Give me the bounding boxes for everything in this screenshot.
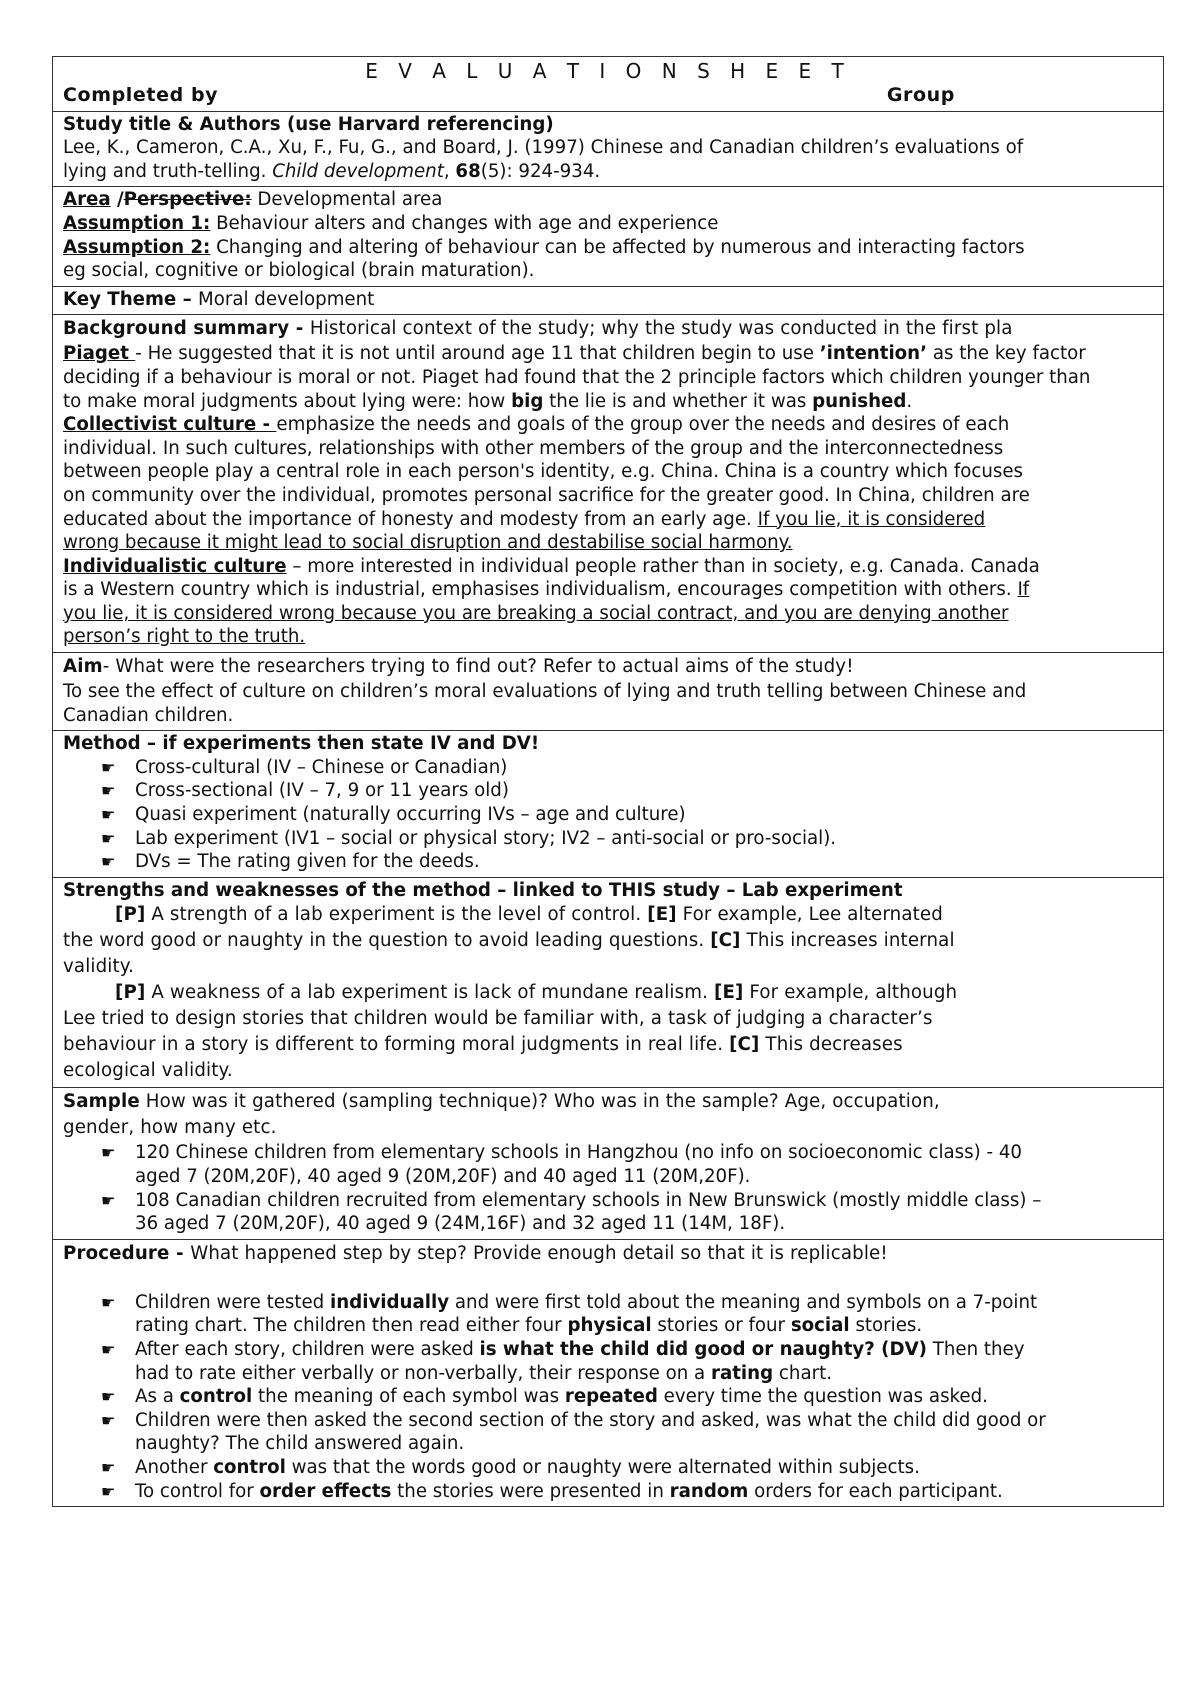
piaget-text: - He suggested that it is not until around age 11 that children begin to use [135, 343, 820, 365]
method-item-text: Cross-cultural (IV – Chinese or Canadian) [135, 756, 508, 778]
aim-section [53, 652, 1163, 730]
aim-label: Aim [63, 656, 103, 678]
method-heading: Method – if experiments then state IV and DV! [63, 733, 540, 755]
hand-pointing-icon: ☛ [101, 1292, 116, 1312]
list-item [63, 1480, 1153, 1504]
procedure-text: Children were then asked the second section of the story and asked, was what the child did good or [135, 1409, 1046, 1431]
area-section [53, 186, 1163, 285]
method-item-text: Quasi experiment (naturally occurring IVs – age and culture) [135, 804, 686, 826]
key-theme-label: Key Theme – [63, 288, 199, 310]
key-theme-value: Moral development [198, 288, 375, 310]
citation-line-1: Lee, K., Cameron, C.A., Xu, F., Fu, G., and Board, J. (1997) Chinese and Canadian children’s evaluations of [63, 137, 1024, 159]
procedure-bold: individually [330, 1291, 450, 1313]
individualistic-line-2: is a Western country which is industrial, emphasises individualism, encourages competition with others. [63, 579, 1018, 601]
method-item-text: Cross-sectional (IV – 7, 9 or 11 years old) [135, 780, 509, 802]
piaget-label: Piaget [63, 343, 136, 365]
evaluation-sheet [52, 56, 1164, 1507]
punished-term: punished [812, 390, 907, 412]
weakness-line-3: behaviour in a story is different to forming moral judgments in real life. [63, 1034, 730, 1056]
strength-text: A strength of a lab experiment is the level of control. [145, 904, 648, 926]
procedure-prompt: What happened step by step? Provide enough detail so that it is replicable! [190, 1242, 888, 1264]
piaget-line-2: deciding if a behaviour is moral or not. Piaget had found that the 2 principle factors which children younger than [63, 366, 1091, 388]
citation-title: lying and truth-telling. [63, 160, 273, 182]
area-slash: / [110, 189, 124, 211]
hand-pointing-icon: ☛ [101, 781, 116, 801]
collectivist-underlined: If you lie, it is considered [757, 508, 986, 530]
piaget-line-3c: . [906, 390, 913, 412]
sample-list [63, 1141, 1153, 1235]
completed-by-label: Completed by [63, 84, 219, 106]
hand-pointing-icon: ☛ [101, 828, 116, 848]
procedure-text: naughty? The child answered again. [135, 1433, 465, 1455]
collectivist-underlined-2: wrong because it might lead to social disruption and destabilise social harmony. [63, 532, 793, 554]
sw-heading: Strengths and weaknesses of the method – linked to THIS study – Lab experiment [63, 879, 903, 901]
background-prompt: Historical context of the study; why the study was conducted in the first pla [309, 318, 1013, 340]
strength-line-3: validity. [63, 956, 135, 978]
sample-item-text: 108 Canadian children recruited from elementary schools in New Brunswick (mostly middle class) – [135, 1189, 1042, 1211]
intention-term: ’intention’ [819, 343, 928, 365]
procedure-bold: order effects [259, 1480, 392, 1502]
procedure-text: Then they [926, 1338, 1025, 1360]
hand-pointing-icon: ☛ [101, 1143, 116, 1163]
list-item [63, 1409, 1153, 1456]
collectivist-label: Collectivist culture - [63, 414, 277, 436]
area-label: Area [63, 189, 111, 211]
assumption-1-label: Assumption 1: [63, 212, 211, 234]
sheet-title: E V A L U A T I O N S H E E T [365, 59, 851, 83]
procedure-text: had to rate either verbally or non-verbally, their response on a [135, 1362, 711, 1384]
procedure-text: As a [135, 1386, 180, 1408]
sample-section [53, 1087, 1163, 1238]
procedure-bold: social [790, 1315, 850, 1337]
procedure-section [53, 1239, 1163, 1506]
comment-marker: [C] [710, 930, 741, 952]
list-item [63, 850, 1153, 874]
assumption-2-line-2: eg social, cognitive or biological (brain maturation). [63, 260, 535, 282]
procedure-text: the meaning of each symbol was [252, 1386, 565, 1408]
citation-sep: , [443, 160, 456, 182]
aim-text-2: Canadian children. [63, 704, 234, 726]
piaget-line-3b: the lie is and whether it was [543, 390, 813, 412]
procedure-text: and were first told about the meaning and symbols on a 7-point [449, 1291, 1038, 1313]
procedure-bold: rating [711, 1362, 774, 1384]
point-marker: [P] [115, 982, 146, 1004]
collectivist-line-3: between people play a central role in each person's identity, e.g. China. China is a country which focuses [63, 461, 1024, 483]
strength-evidence: For example, Lee alternated [676, 904, 943, 926]
procedure-bold: control [179, 1386, 253, 1408]
individualistic-text: – more interested in individual people rather than in society, e.g. Canada. Canada [286, 555, 1040, 577]
perspective-label: Perspective: [123, 189, 252, 211]
big-term: big [511, 390, 544, 412]
procedure-text: every time the question was asked. [657, 1386, 988, 1408]
procedure-text: Children were tested [135, 1291, 331, 1313]
list-item [63, 1189, 1153, 1236]
method-item-text: DVs = The rating given for the deeds. [135, 851, 480, 873]
procedure-bold: repeated [564, 1386, 658, 1408]
procedure-bold: control [213, 1456, 286, 1478]
aim-prompt: - What were the researchers trying to find out? Refer to actual aims of the study! [102, 656, 854, 678]
hand-pointing-icon: ☛ [101, 1190, 116, 1210]
hand-pointing-icon: ☛ [101, 1387, 116, 1407]
key-theme-section [53, 286, 1163, 315]
assumption-2-label: Assumption 2: [63, 236, 211, 258]
study-section [53, 111, 1163, 187]
assumption-1-text: Behaviour alters and changes with age and experience [210, 212, 719, 234]
method-list [63, 756, 1153, 874]
procedure-text: stories. [849, 1315, 923, 1337]
sheet-header [53, 57, 1163, 111]
hand-pointing-icon: ☛ [101, 852, 116, 872]
weakness-line-4: ecological validity. [63, 1060, 233, 1082]
list-item [63, 1338, 1153, 1385]
citation-journal: Child development [272, 160, 444, 182]
method-section [53, 730, 1163, 877]
procedure-text: the stories were presented in [391, 1480, 670, 1502]
procedure-bold: is what the child did good or naughty? (DV) [479, 1338, 927, 1360]
sample-prompt-2: gender, how many etc. [63, 1117, 277, 1139]
strength-comment: This increases internal [740, 930, 955, 952]
assumption-2-text: Changing and altering of behaviour can be affected by numerous and interacting factors [210, 236, 1025, 258]
list-item [63, 779, 1153, 803]
collectivist-line-4: on community over the individual, promotes personal sacrifice for the greater good. In China, children are [63, 484, 1030, 506]
strength-line-2: the word good or naughty in the question to avoid leading questions. [63, 930, 711, 952]
area-value: Developmental area [251, 189, 443, 211]
procedure-bold: physical [567, 1315, 652, 1337]
procedure-text: Another [135, 1456, 214, 1478]
collectivist-text: emphasize the needs and goals of the group over the needs and desires of each [276, 414, 1010, 436]
weakness-line-2: Lee tried to design stories that children would be familiar with, a task of judging a character’s [63, 1008, 933, 1030]
citation-line-2 [63, 160, 1153, 184]
list-item [63, 827, 1153, 851]
procedure-text: stories or four [651, 1315, 791, 1337]
hand-pointing-icon: ☛ [101, 1457, 116, 1477]
citation-volume: 68 [455, 160, 481, 182]
piaget-line-3: to make moral judgments about lying were: how [63, 390, 512, 412]
group-label: Group [886, 84, 955, 106]
sample-item-text-2: aged 7 (20M,20F), 40 aged 9 (20M,20F) and 40 aged 11 (20M,20F). [135, 1166, 751, 1187]
weakness-evidence: For example, although [743, 982, 958, 1004]
procedure-text: orders for each participant. [748, 1480, 1003, 1502]
list-item [63, 803, 1153, 827]
strengths-weaknesses-section [53, 877, 1163, 1088]
background-label: Background summary - [63, 318, 310, 340]
weakness-text: A weakness of a lab experiment is lack of mundane realism. [145, 982, 714, 1004]
collectivist-line-2: individual. In such cultures, relationships with other members of the group and the interconnectedness [63, 437, 1004, 459]
citation-pages: (5): 924-934. [480, 160, 601, 182]
procedure-text: To control for [135, 1480, 260, 1502]
sample-label: Sample [63, 1091, 140, 1113]
weakness-comment: This decreases [759, 1034, 903, 1056]
list-item [63, 1141, 1153, 1188]
hand-pointing-icon: ☛ [101, 1410, 116, 1430]
individualistic-underlined-2: you lie, it is considered wrong because you are breaking a social contract, and you are denying another [63, 602, 1009, 624]
hand-pointing-icon: ☛ [101, 757, 116, 777]
procedure-text: rating chart. The children then read either four [135, 1315, 568, 1337]
sample-item-text: 120 Chinese children from elementary schools in Hangzhou (no info on socioeconomic class) - 40 [135, 1142, 1022, 1164]
individualistic-underlined-3: person’s right to the truth. [63, 626, 306, 648]
list-item [63, 756, 1153, 780]
hand-pointing-icon: ☛ [101, 1481, 116, 1501]
list-item [63, 1291, 1153, 1338]
study-heading: Study title & Authors (use Harvard referencing) [63, 113, 554, 135]
hand-pointing-icon: ☛ [101, 805, 116, 825]
list-item [63, 1456, 1153, 1480]
individualistic-underlined: If [1017, 579, 1030, 601]
list-item [63, 1385, 1153, 1409]
procedure-text: After each story, children were asked [135, 1338, 480, 1360]
procedure-label: Procedure - [63, 1242, 191, 1264]
aim-text-1: To see the effect of culture on children’s moral evaluations of lying and truth telling between Chinese and [63, 681, 1027, 703]
collectivist-line-5: educated about the importance of honesty and modesty from an early age. [63, 508, 758, 530]
method-item-text: Lab experiment (IV1 – social or physical story; IV2 – anti-social or pro-social). [135, 827, 837, 849]
evidence-marker: [E] [713, 982, 744, 1004]
comment-marker: [C] [729, 1034, 760, 1056]
hand-pointing-icon: ☛ [101, 1339, 116, 1359]
procedure-text: chart. [773, 1362, 832, 1384]
background-section [53, 314, 1163, 652]
piaget-text-end: as the key factor [927, 343, 1086, 365]
procedure-bold: random [669, 1480, 749, 1502]
point-marker: [P] [115, 904, 146, 926]
sample-item-text-2: 36 aged 7 (20M,20F), 40 aged 9 (24M,16F) and 32 aged 11 (14M, 18F). [135, 1213, 786, 1235]
sample-prompt: How was it gathered (sampling technique)? Who was in the sample? Age, occupation, [139, 1091, 940, 1113]
individualistic-label: Individualistic culture [63, 555, 287, 577]
evidence-marker: [E] [647, 904, 677, 926]
procedure-list [63, 1291, 1153, 1503]
procedure-text: was that the words good or naughty were alternated within subjects. [285, 1456, 920, 1478]
